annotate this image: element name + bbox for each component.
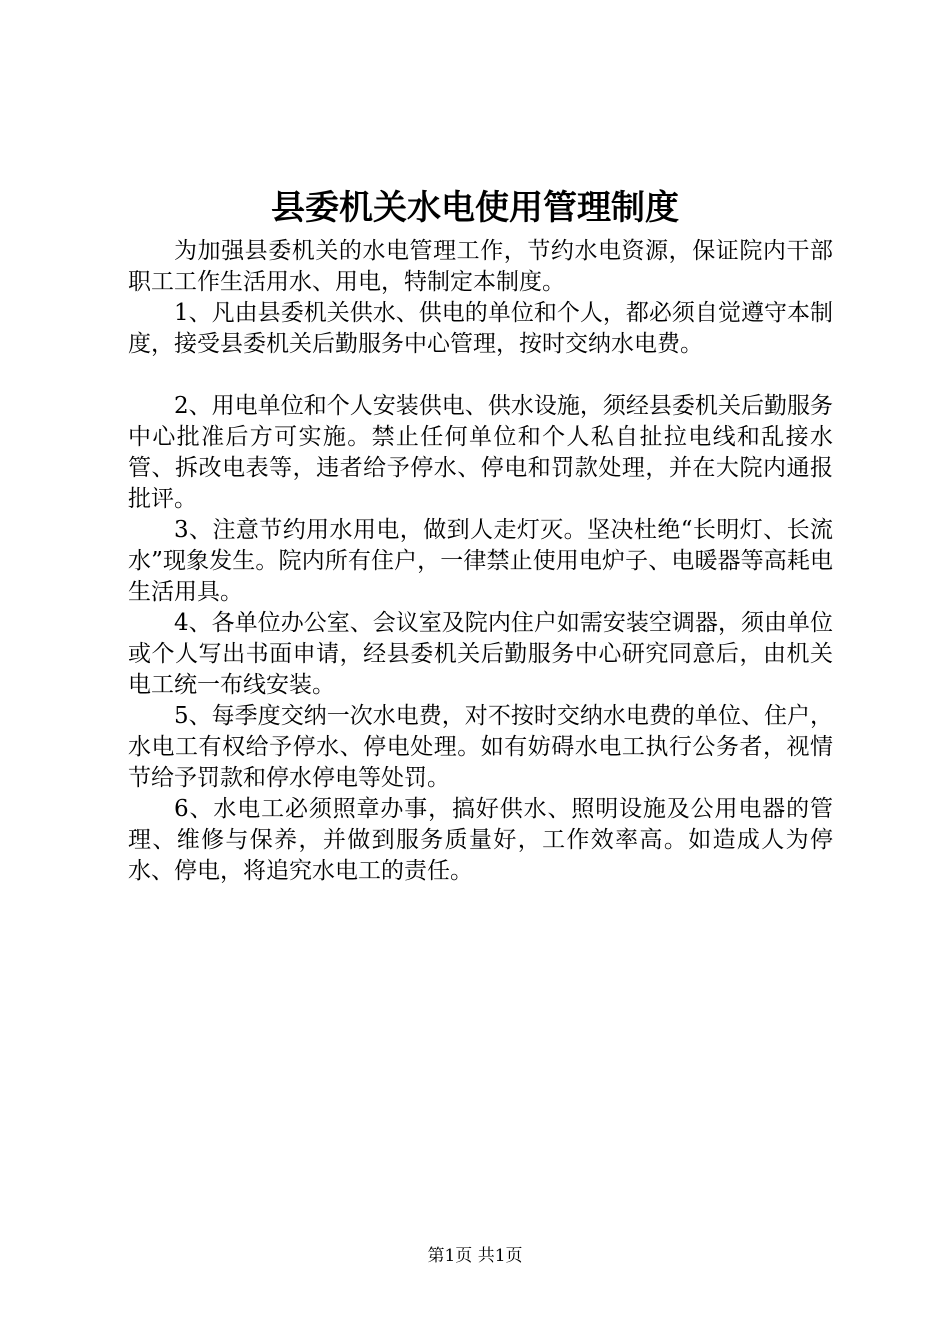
paragraph-intro: 为加强县委机关的水电管理工作，节约水电资源，保证院内干部职工工作生活用水、用电，特制定本制度。 <box>128 238 833 295</box>
document-title: 县委机关水电使用管理制度 <box>271 188 679 228</box>
document-body <box>128 236 833 887</box>
page-footer: 第1页 共1页 <box>427 1246 523 1266</box>
paragraph-item-1: 1、凡由县委机关供水、供电的单位和个人，都必须自觉遵守本制度，接受县委机关后勤服务中心管理，按时交纳水电费。 <box>128 300 833 357</box>
paragraph-item-5: 5、每季度交纳一次水电费，对不按时交纳水电费的单位、住户，水电工有权给予停水、停电处理。如有妨碍水电工执行公务者，视情节给予罚款和停水停电等处罚。 <box>128 703 833 791</box>
paragraph-item-4: 4、各单位办公室、会议室及院内住户如需安装空调器，须由单位或个人写出书面申请，经县委机关后勤服务中心研究同意后，由机关电工统一布线安装。 <box>128 610 833 698</box>
paragraph-item-6: 6、水电工必须照章办事，搞好供水、照明设施及公用电器的管理、维修与保养，并做到服务质量好，工作效率高。如造成人为停水、停电，将追究水电工的责任。 <box>128 796 833 884</box>
paragraph-item-3: 3、注意节约用水用电，做到人走灯灭。坚决杜绝“长明灯、长流水”现象发生。院内所有住户，一律禁止使用电炉子、电暖器等高耗电生活用具。 <box>128 517 833 605</box>
paragraph-item-2: 2、用电单位和个人安装供电、供水设施，须经县委机关后勤服务中心批准后方可实施。禁止任何单位和个人私自扯拉电线和乱接水管、拆改电表等，违者给予停水、停电和罚款处理，并在大院内通报批评。 <box>128 393 833 512</box>
